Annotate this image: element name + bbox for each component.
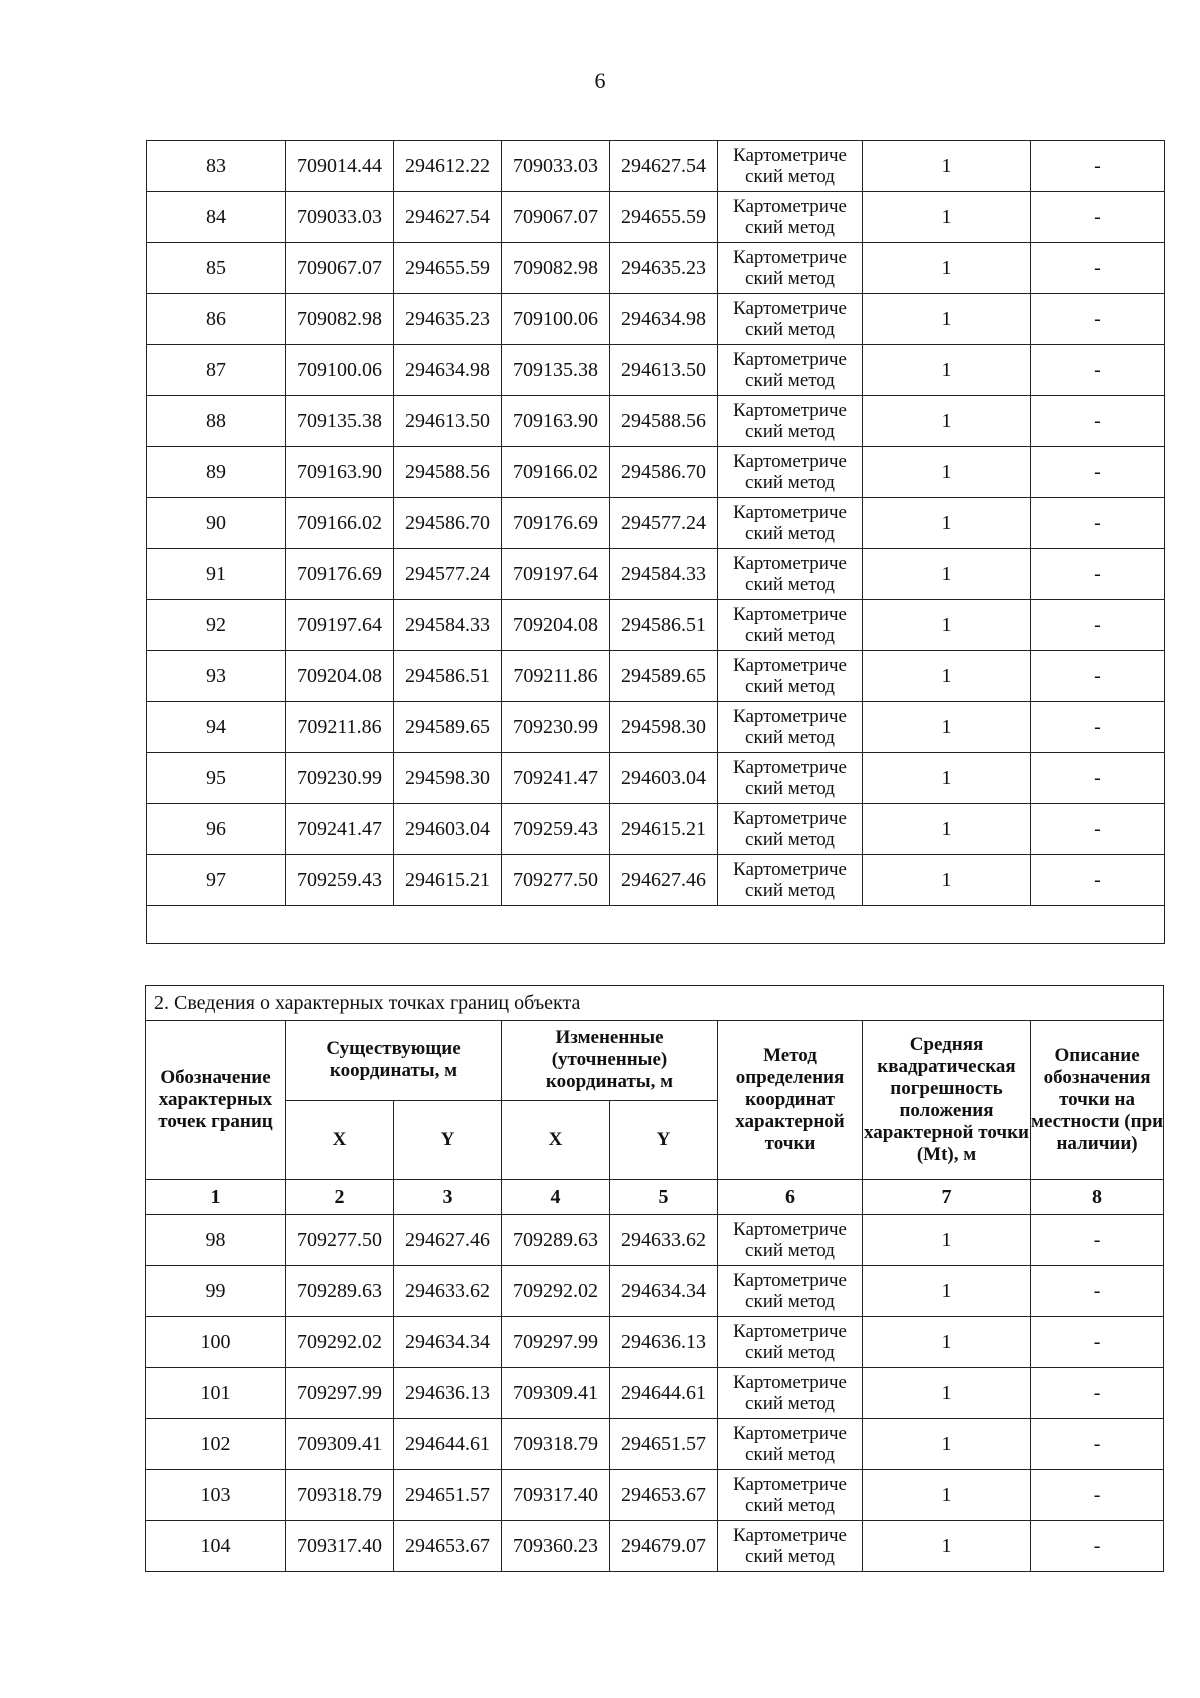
description-cell: -: [1031, 1215, 1164, 1266]
description-cell: -: [1031, 549, 1165, 600]
point-id-cell: 98: [146, 1215, 286, 1266]
error-cell: 1: [863, 243, 1031, 294]
table-row: [146, 1215, 1164, 1266]
method-cell: [718, 1521, 863, 1572]
point-id-cell: 95: [147, 753, 286, 804]
method-line-2: ский метод: [745, 1240, 835, 1261]
method-cell: [718, 855, 863, 906]
y-existing-cell: 294627.54: [394, 192, 502, 243]
x-changed-cell: 709082.98: [502, 243, 610, 294]
description-cell: -: [1031, 498, 1165, 549]
description-cell: -: [1031, 1521, 1164, 1572]
error-cell: 1: [863, 1419, 1031, 1470]
x-changed-cell: 709241.47: [502, 753, 610, 804]
table-row: [147, 243, 1165, 294]
method-line-1: Картометриче: [733, 553, 847, 574]
y-existing-cell: 294651.57: [394, 1470, 502, 1521]
y-changed-cell: 294598.30: [610, 702, 718, 753]
description-cell: -: [1031, 243, 1165, 294]
y-existing-cell: 294615.21: [394, 855, 502, 906]
method-line-2: ский метод: [745, 676, 835, 697]
y-existing-cell: 294635.23: [394, 294, 502, 345]
method-line-1: Картометриче: [733, 451, 847, 472]
point-id-cell: 88: [147, 396, 286, 447]
table-row: [147, 447, 1165, 498]
method-cell: [718, 549, 863, 600]
y-changed-cell: 294627.54: [610, 141, 718, 192]
table-row: [147, 192, 1165, 243]
error-cell: 1: [863, 804, 1031, 855]
x-changed-cell: 709067.07: [502, 192, 610, 243]
column-number-4: 4: [502, 1180, 610, 1215]
description-cell: -: [1031, 1368, 1164, 1419]
y-changed-cell: 294615.21: [610, 804, 718, 855]
table-row: [146, 1419, 1164, 1470]
point-id-cell: 97: [147, 855, 286, 906]
description-cell: -: [1031, 396, 1165, 447]
table-row: [147, 345, 1165, 396]
method-line-1: Картометриче: [733, 1270, 847, 1291]
point-id-cell: 83: [147, 141, 286, 192]
method-cell: [718, 447, 863, 498]
header-y-existing: Y: [394, 1100, 502, 1180]
column-number-7: 7: [863, 1180, 1031, 1215]
y-existing-cell: 294598.30: [394, 753, 502, 804]
description-cell: -: [1031, 1419, 1164, 1470]
y-changed-cell: 294586.51: [610, 600, 718, 651]
description-cell: -: [1031, 345, 1165, 396]
error-cell: 1: [863, 141, 1031, 192]
header-existing-coords: Существующие координаты, м: [286, 1021, 502, 1101]
table-row: [147, 804, 1165, 855]
y-changed-cell: 294589.65: [610, 651, 718, 702]
x-existing-cell: 709289.63: [286, 1266, 394, 1317]
y-existing-cell: 294655.59: [394, 243, 502, 294]
point-id-cell: 101: [146, 1368, 286, 1419]
description-cell: -: [1031, 141, 1165, 192]
y-existing-cell: 294577.24: [394, 549, 502, 600]
x-changed-cell: 709289.63: [502, 1215, 610, 1266]
method-cell: [718, 804, 863, 855]
header-changed-coords: Измененные (уточненные) координаты, м: [502, 1021, 718, 1101]
point-id-cell: 96: [147, 804, 286, 855]
method-line-1: Картометриче: [733, 145, 847, 166]
x-changed-cell: 709176.69: [502, 498, 610, 549]
description-cell: -: [1031, 651, 1165, 702]
method-line-1: Картометриче: [733, 1525, 847, 1546]
error-cell: 1: [863, 1521, 1031, 1572]
blank-row: [147, 906, 1165, 944]
description-cell: -: [1031, 1470, 1164, 1521]
table-row: [147, 396, 1165, 447]
method-line-1: Картометриче: [733, 1219, 847, 1240]
table-row: [147, 294, 1165, 345]
method-line-1: Картометриче: [733, 757, 847, 778]
method-line-2: ский метод: [745, 727, 835, 748]
point-id-cell: 100: [146, 1317, 286, 1368]
method-line-2: ский метод: [745, 1444, 835, 1465]
method-cell: [718, 1266, 863, 1317]
description-cell: -: [1031, 192, 1165, 243]
point-id-cell: 99: [146, 1266, 286, 1317]
method-line-1: Картометриче: [733, 706, 847, 727]
x-existing-cell: 709176.69: [286, 549, 394, 600]
method-line-1: Картометриче: [733, 1372, 847, 1393]
point-id-cell: 102: [146, 1419, 286, 1470]
y-changed-cell: 294627.46: [610, 855, 718, 906]
method-line-2: ский метод: [745, 421, 835, 442]
x-existing-cell: 709241.47: [286, 804, 394, 855]
description-cell: -: [1031, 753, 1165, 804]
method-line-1: Картометриче: [733, 1423, 847, 1444]
blank-cell: [147, 906, 1165, 944]
y-changed-cell: 294635.23: [610, 243, 718, 294]
error-cell: 1: [863, 1266, 1031, 1317]
method-cell: [718, 600, 863, 651]
y-existing-cell: 294586.51: [394, 651, 502, 702]
table-row: [147, 753, 1165, 804]
method-cell: [718, 702, 863, 753]
x-existing-cell: 709100.06: [286, 345, 394, 396]
error-cell: 1: [863, 498, 1031, 549]
error-cell: 1: [863, 1317, 1031, 1368]
error-cell: 1: [863, 1470, 1031, 1521]
column-number-1: 1: [146, 1180, 286, 1215]
method-cell: [718, 243, 863, 294]
table-row: [147, 498, 1165, 549]
method-line-1: Картометриче: [733, 1321, 847, 1342]
method-cell: [718, 1368, 863, 1419]
header-x-changed: X: [502, 1100, 610, 1180]
error-cell: 1: [863, 1215, 1031, 1266]
error-cell: 1: [863, 753, 1031, 804]
y-changed-cell: 294588.56: [610, 396, 718, 447]
y-changed-cell: 294584.33: [610, 549, 718, 600]
method-cell: [718, 1215, 863, 1266]
method-cell: [718, 294, 863, 345]
method-line-2: ский метод: [745, 319, 835, 340]
x-existing-cell: 709163.90: [286, 447, 394, 498]
description-cell: -: [1031, 600, 1165, 651]
y-existing-cell: 294603.04: [394, 804, 502, 855]
section-title: 2. Сведения о характерных точках границ объекта: [146, 986, 1164, 1021]
x-existing-cell: 709067.07: [286, 243, 394, 294]
y-changed-cell: 294633.62: [610, 1215, 718, 1266]
x-existing-cell: 709230.99: [286, 753, 394, 804]
x-changed-cell: 709277.50: [502, 855, 610, 906]
x-changed-cell: 709033.03: [502, 141, 610, 192]
header-y-changed: Y: [610, 1100, 718, 1180]
method-line-2: ский метод: [745, 1495, 835, 1516]
y-existing-cell: 294627.46: [394, 1215, 502, 1266]
table-row: [146, 1266, 1164, 1317]
method-cell: [718, 498, 863, 549]
header-method: Метод определения координат характерной точки: [718, 1021, 863, 1180]
y-changed-cell: 294644.61: [610, 1368, 718, 1419]
method-line-1: Картометриче: [733, 808, 847, 829]
y-changed-cell: 294634.98: [610, 294, 718, 345]
error-cell: 1: [863, 192, 1031, 243]
y-changed-cell: 294586.70: [610, 447, 718, 498]
error-cell: 1: [863, 600, 1031, 651]
table-row: [146, 1470, 1164, 1521]
x-changed-cell: 709318.79: [502, 1419, 610, 1470]
coordinates-table-continued: [146, 140, 1165, 944]
x-existing-cell: 709277.50: [286, 1215, 394, 1266]
table-row: [147, 702, 1165, 753]
x-existing-cell: 709318.79: [286, 1470, 394, 1521]
column-number-3: 3: [394, 1180, 502, 1215]
y-existing-cell: 294589.65: [394, 702, 502, 753]
y-changed-cell: 294603.04: [610, 753, 718, 804]
y-changed-cell: 294577.24: [610, 498, 718, 549]
x-changed-cell: 709100.06: [502, 294, 610, 345]
method-cell: [718, 192, 863, 243]
x-existing-cell: 709259.43: [286, 855, 394, 906]
header-mean-error: Средняя квадратическая погрешность положения характерной точки (Mt), м: [863, 1021, 1031, 1180]
method-line-2: ский метод: [745, 217, 835, 238]
method-line-2: ский метод: [745, 778, 835, 799]
error-cell: 1: [863, 396, 1031, 447]
method-line-2: ский метод: [745, 1393, 835, 1414]
error-cell: 1: [863, 549, 1031, 600]
x-changed-cell: 709211.86: [502, 651, 610, 702]
description-cell: -: [1031, 804, 1165, 855]
method-cell: [718, 1470, 863, 1521]
description-cell: -: [1031, 702, 1165, 753]
method-line-2: ский метод: [745, 268, 835, 289]
point-id-cell: 93: [147, 651, 286, 702]
x-changed-cell: 709163.90: [502, 396, 610, 447]
y-changed-cell: 294651.57: [610, 1419, 718, 1470]
method-line-2: ский метод: [745, 880, 835, 901]
method-cell: [718, 753, 863, 804]
point-id-cell: 90: [147, 498, 286, 549]
method-line-2: ский метод: [745, 1291, 835, 1312]
table-row: [146, 1317, 1164, 1368]
y-existing-cell: 294636.13: [394, 1368, 502, 1419]
x-changed-cell: 709292.02: [502, 1266, 610, 1317]
method-cell: [718, 141, 863, 192]
y-existing-cell: 294634.98: [394, 345, 502, 396]
x-changed-cell: 709360.23: [502, 1521, 610, 1572]
x-existing-cell: 709297.99: [286, 1368, 394, 1419]
point-id-cell: 92: [147, 600, 286, 651]
column-number-5: 5: [610, 1180, 718, 1215]
method-cell: [718, 651, 863, 702]
method-line-2: ский метод: [745, 1546, 835, 1567]
method-line-2: ский метод: [745, 829, 835, 850]
x-existing-cell: 709292.02: [286, 1317, 394, 1368]
method-line-1: Картометриче: [733, 1474, 847, 1495]
point-id-cell: 89: [147, 447, 286, 498]
point-id-cell: 104: [146, 1521, 286, 1572]
y-existing-cell: 294613.50: [394, 396, 502, 447]
method-line-1: Картометриче: [733, 349, 847, 370]
x-changed-cell: 709317.40: [502, 1470, 610, 1521]
x-existing-cell: 709317.40: [286, 1521, 394, 1572]
y-changed-cell: 294613.50: [610, 345, 718, 396]
method-line-1: Картометриче: [733, 859, 847, 880]
column-number-6: 6: [718, 1180, 863, 1215]
error-cell: 1: [863, 447, 1031, 498]
point-id-cell: 85: [147, 243, 286, 294]
method-cell: [718, 396, 863, 447]
method-line-2: ский метод: [745, 1342, 835, 1363]
y-existing-cell: 294586.70: [394, 498, 502, 549]
method-cell: [718, 1419, 863, 1470]
table1-body: [147, 141, 1165, 944]
point-id-cell: 103: [146, 1470, 286, 1521]
x-existing-cell: 709166.02: [286, 498, 394, 549]
y-existing-cell: 294633.62: [394, 1266, 502, 1317]
table-row: [146, 1368, 1164, 1419]
boundary-points-table: [145, 985, 1164, 1572]
table-row: [147, 600, 1165, 651]
point-id-cell: 87: [147, 345, 286, 396]
error-cell: 1: [863, 1368, 1031, 1419]
header-x-existing: X: [286, 1100, 394, 1180]
point-id-cell: 91: [147, 549, 286, 600]
y-changed-cell: 294636.13: [610, 1317, 718, 1368]
x-existing-cell: 709033.03: [286, 192, 394, 243]
description-cell: -: [1031, 1317, 1164, 1368]
error-cell: 1: [863, 345, 1031, 396]
header-description: Описание обозначения точки на местности (при наличии): [1031, 1021, 1164, 1180]
method-line-1: Картометриче: [733, 247, 847, 268]
description-cell: -: [1031, 1266, 1164, 1317]
description-cell: -: [1031, 855, 1165, 906]
x-existing-cell: 709309.41: [286, 1419, 394, 1470]
method-line-1: Картометриче: [733, 400, 847, 421]
table2-body: [146, 1215, 1164, 1572]
column-numbers-row: [146, 1180, 1164, 1215]
method-line-1: Картометриче: [733, 655, 847, 676]
table-row: [147, 141, 1165, 192]
error-cell: 1: [863, 702, 1031, 753]
header-designation: Обозначение характерных точек границ: [146, 1021, 286, 1180]
description-cell: -: [1031, 294, 1165, 345]
x-changed-cell: 709309.41: [502, 1368, 610, 1419]
y-existing-cell: 294584.33: [394, 600, 502, 651]
x-changed-cell: 709135.38: [502, 345, 610, 396]
x-changed-cell: 709204.08: [502, 600, 610, 651]
column-number-2: 2: [286, 1180, 394, 1215]
method-line-2: ский метод: [745, 574, 835, 595]
y-changed-cell: 294634.34: [610, 1266, 718, 1317]
x-existing-cell: 709135.38: [286, 396, 394, 447]
x-existing-cell: 709082.98: [286, 294, 394, 345]
y-existing-cell: 294634.34: [394, 1317, 502, 1368]
y-existing-cell: 294612.22: [394, 141, 502, 192]
y-existing-cell: 294588.56: [394, 447, 502, 498]
table-row: [146, 1521, 1164, 1572]
method-line-1: Картометриче: [733, 604, 847, 625]
method-line-2: ский метод: [745, 472, 835, 493]
x-changed-cell: 709297.99: [502, 1317, 610, 1368]
description-cell: -: [1031, 447, 1165, 498]
x-changed-cell: 709197.64: [502, 549, 610, 600]
method-line-1: Картометриче: [733, 196, 847, 217]
y-changed-cell: 294679.07: [610, 1521, 718, 1572]
x-existing-cell: 709204.08: [286, 651, 394, 702]
table-row: [147, 855, 1165, 906]
table-row: [147, 549, 1165, 600]
x-existing-cell: 709197.64: [286, 600, 394, 651]
table-row: [147, 651, 1165, 702]
method-line-2: ский метод: [745, 625, 835, 646]
x-existing-cell: 709211.86: [286, 702, 394, 753]
method-line-1: Картометриче: [733, 298, 847, 319]
point-id-cell: 86: [147, 294, 286, 345]
method-line-2: ский метод: [745, 166, 835, 187]
y-existing-cell: 294653.67: [394, 1521, 502, 1572]
x-changed-cell: 709259.43: [502, 804, 610, 855]
method-line-2: ский метод: [745, 370, 835, 391]
x-existing-cell: 709014.44: [286, 141, 394, 192]
x-changed-cell: 709230.99: [502, 702, 610, 753]
y-existing-cell: 294644.61: [394, 1419, 502, 1470]
page-number: 6: [594, 68, 606, 93]
y-changed-cell: 294655.59: [610, 192, 718, 243]
column-number-8: 8: [1031, 1180, 1164, 1215]
error-cell: 1: [863, 855, 1031, 906]
point-id-cell: 84: [147, 192, 286, 243]
y-changed-cell: 294653.67: [610, 1470, 718, 1521]
method-line-1: Картометриче: [733, 502, 847, 523]
error-cell: 1: [863, 294, 1031, 345]
error-cell: 1: [863, 651, 1031, 702]
method-cell: [718, 1317, 863, 1368]
x-changed-cell: 709166.02: [502, 447, 610, 498]
method-line-2: ский метод: [745, 523, 835, 544]
method-cell: [718, 345, 863, 396]
point-id-cell: 94: [147, 702, 286, 753]
